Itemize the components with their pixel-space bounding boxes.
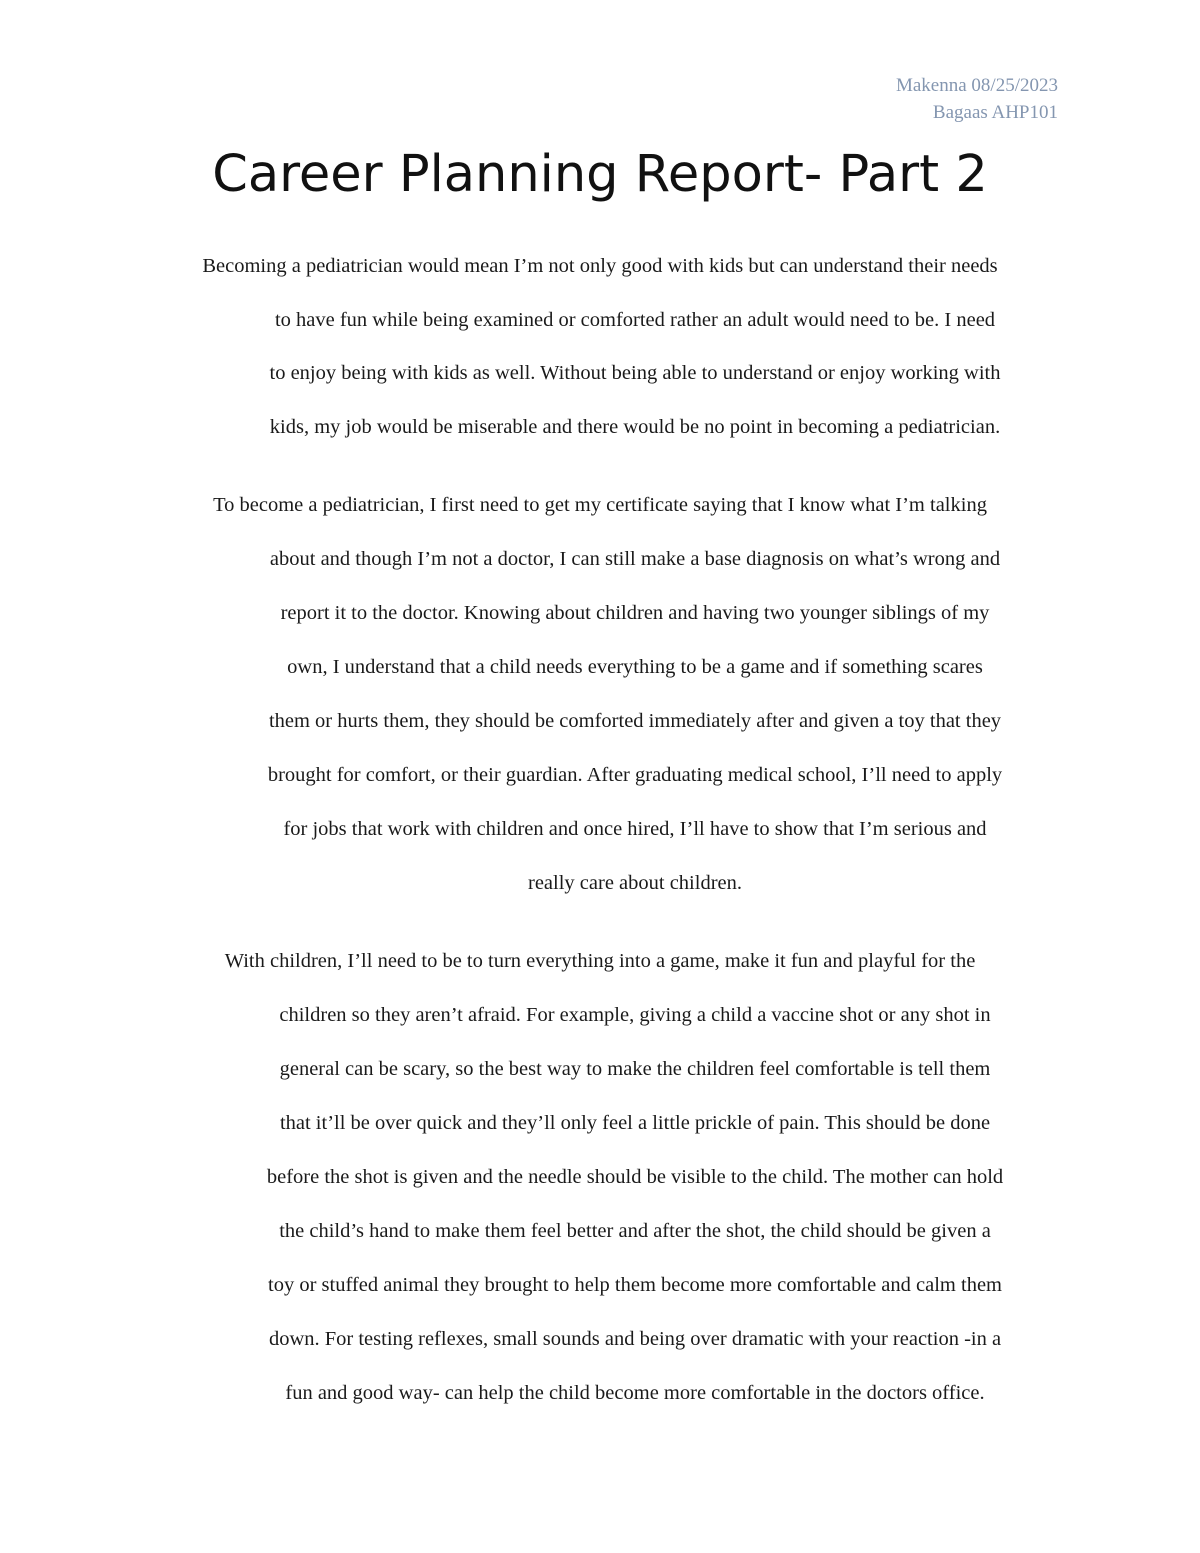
paragraph-line: To become a pediatrician, I first need to get my certificate saying that I know what I’m talking: [213, 494, 987, 516]
paragraph-line: about and though I’m not a doctor, I can still make a base diagnosis on what’s wrong and: [269, 548, 1001, 570]
header-name-date: Makenna 08/25/2023: [895, 75, 1058, 96]
paragraph-line: general can be scary, so the best way to make the children feel comfortable is tell them: [279, 1058, 991, 1080]
paragraph-line: kids, my job would be miserable and there would be no point in becoming a pediatrician.: [269, 416, 1001, 438]
paragraph-line: the child’s hand to make them feel better and after the shot, the child should be given a: [279, 1220, 991, 1242]
header-name-course: Bagaas AHP101: [932, 102, 1058, 123]
paragraph-line: really care about children.: [528, 872, 742, 894]
paragraph-line: toy or stuffed animal they brought to help them become more comfortable and calm them: [268, 1274, 1002, 1296]
paragraph-line: to have fun while being examined or comforted rather an adult would need to be. I need: [274, 309, 996, 331]
paragraph-line: report it to the doctor. Knowing about children and having two younger siblings of my: [280, 602, 990, 624]
paragraph-line: to enjoy being with kids as well. Without being able to understand or enjoy working with: [269, 362, 1001, 384]
paragraph-line: for jobs that work with children and once hired, I’ll have to show that I’m serious and: [283, 818, 987, 840]
paragraph-line: before the shot is given and the needle should be visible to the child. The mother can hold: [266, 1166, 1004, 1188]
paragraph-line: children so they aren’t afraid. For example, giving a child a vaccine shot or any shot in: [279, 1004, 991, 1026]
paragraph-line: brought for comfort, or their guardian. After graduating medical school, I’ll need to apply: [267, 764, 1003, 786]
paragraph-line: fun and good way- can help the child become more comfortable in the doctors office.: [285, 1382, 985, 1404]
document-title: Career Planning Report- Part 2: [212, 145, 988, 204]
paragraph-line: down. For testing reflexes, small sounds and being over dramatic with your reaction -in a: [268, 1328, 1002, 1350]
paragraph-line: them or hurts them, they should be comforted immediately after and given a toy that they: [268, 710, 1002, 732]
paragraph-line: Becoming a pediatrician would mean I’m not only good with kids but can understand their needs: [202, 255, 998, 277]
paragraph-line: that it’ll be over quick and they’ll only feel a little prickle of pain. This should be done: [279, 1112, 991, 1134]
paragraph-line: own, I understand that a child needs everything to be a game and if something scares: [287, 656, 983, 678]
paragraph-line: With children, I’ll need to be to turn everything into a game, make it fun and playful for the: [224, 950, 976, 972]
document-header: [896, 72, 1058, 126]
